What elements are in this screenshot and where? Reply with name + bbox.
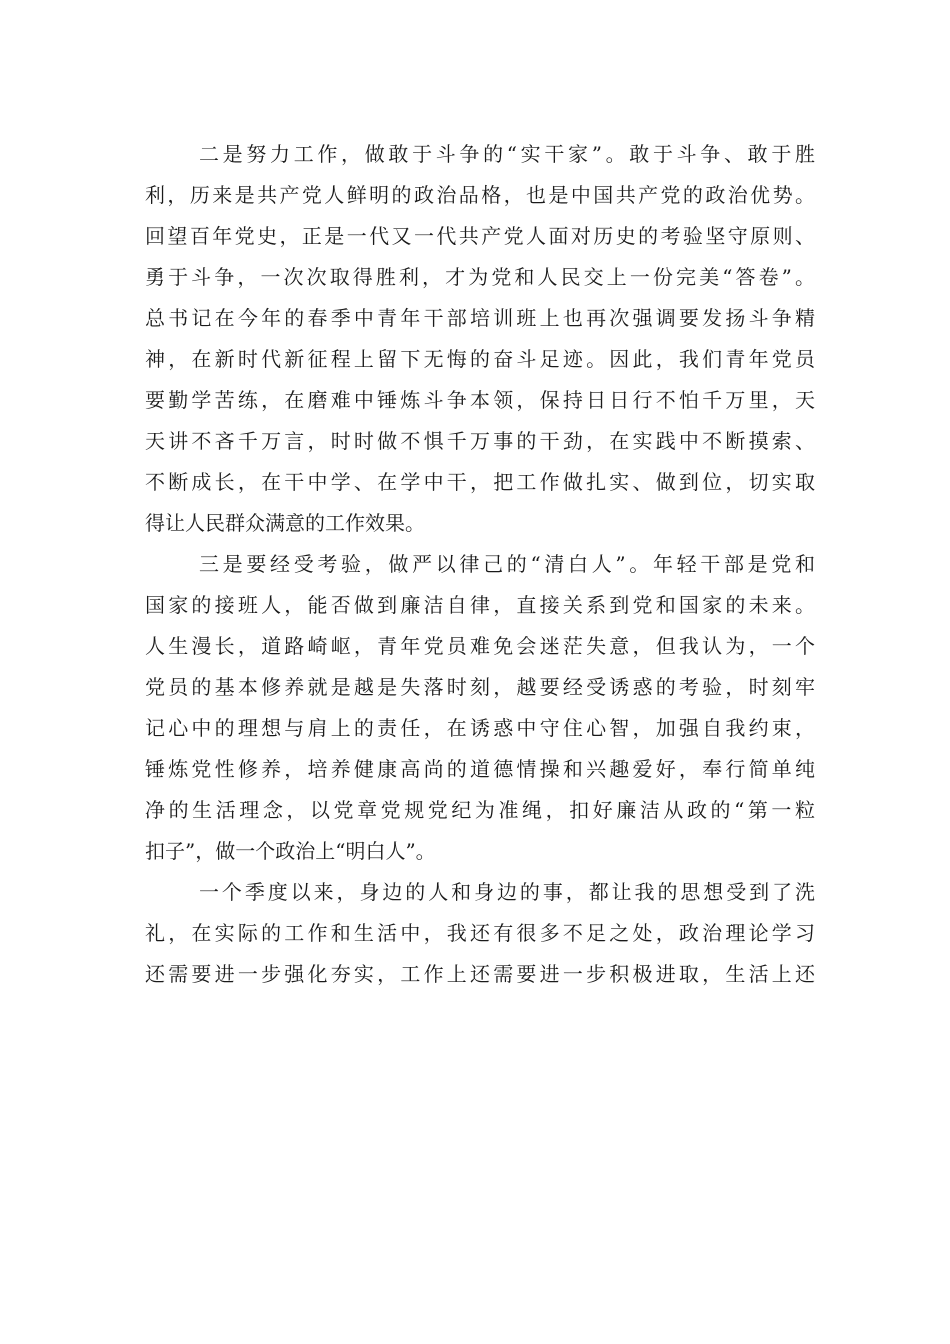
paragraph-line: 天讲不吝千万言，时时做不惧千万事的干劲，在实践中不断摸索、	[145, 429, 815, 453]
paragraph-line: 一个季度以来，身边的人和身边的事，都让我的思想受到了洗	[199, 880, 815, 904]
paragraph-line: 勇于斗争，一次次取得胜利，才为党和人民交上一份完美“答卷”。	[145, 265, 815, 289]
paragraph-line: 礼，在实际的工作和生活中，我还有很多不足之处，政治理论学习	[145, 921, 815, 945]
paragraph-line: 净的生活理念，以党章党规党纪为准绳，扣好廉洁从政的“第一粒	[145, 798, 815, 822]
paragraph-reflection	[145, 872, 815, 995]
paragraph-line: 总书记在今年的春季中青年干部培训班上也再次强调要发扬斗争精	[145, 306, 815, 330]
paragraph-line: 党员的基本修养就是越是失落时刻，越要经受诱惑的考验，时刻牢	[145, 675, 815, 699]
paragraph-line: 锤炼党性修养，培养健康高尚的道德情操和兴趣爱好，奉行简单纯	[145, 757, 815, 781]
paragraph-line: 扣子”，做一个政治上“明白人”。	[145, 839, 436, 863]
paragraph-line: 三是要经受考验，做严以律己的“清白人”。年轻干部是党和	[199, 552, 815, 576]
document-body	[145, 134, 815, 995]
paragraph-fighting-spirit	[145, 134, 815, 544]
paragraph-integrity	[145, 544, 815, 872]
paragraph-line: 利，历来是共产党人鲜明的政治品格，也是中国共产党的政治优势。	[145, 183, 815, 207]
paragraph-line: 记心中的理想与肩上的责任，在诱惑中守住心智，加强自我约束，	[145, 716, 815, 740]
paragraph-line: 国家的接班人，能否做到廉洁自律，直接关系到党和国家的未来。	[145, 593, 815, 617]
paragraph-line: 不断成长，在干中学、在学中干，把工作做扎实、做到位，切实取	[145, 470, 815, 494]
paragraph-line: 二是努力工作，做敢于斗争的“实干家”。敢于斗争、敢于胜	[199, 142, 815, 166]
paragraph-line: 还需要进一步强化夯实，工作上还需要进一步积极进取，生活上还	[145, 962, 815, 986]
paragraph-line: 要勤学苦练，在磨难中锤炼斗争本领，保持日日行不怕千万里，天	[145, 388, 815, 412]
paragraph-line: 神，在新时代新征程上留下无悔的奋斗足迹。因此，我们青年党员	[145, 347, 815, 371]
paragraph-line: 人生漫长，道路崎岖，青年党员难免会迷茫失意，但我认为，一个	[145, 634, 815, 658]
paragraph-line: 得让人民群众满意的工作效果。	[145, 511, 425, 535]
paragraph-line: 回望百年党史，正是一代又一代共产党人面对历史的考验坚守原则、	[145, 224, 815, 248]
